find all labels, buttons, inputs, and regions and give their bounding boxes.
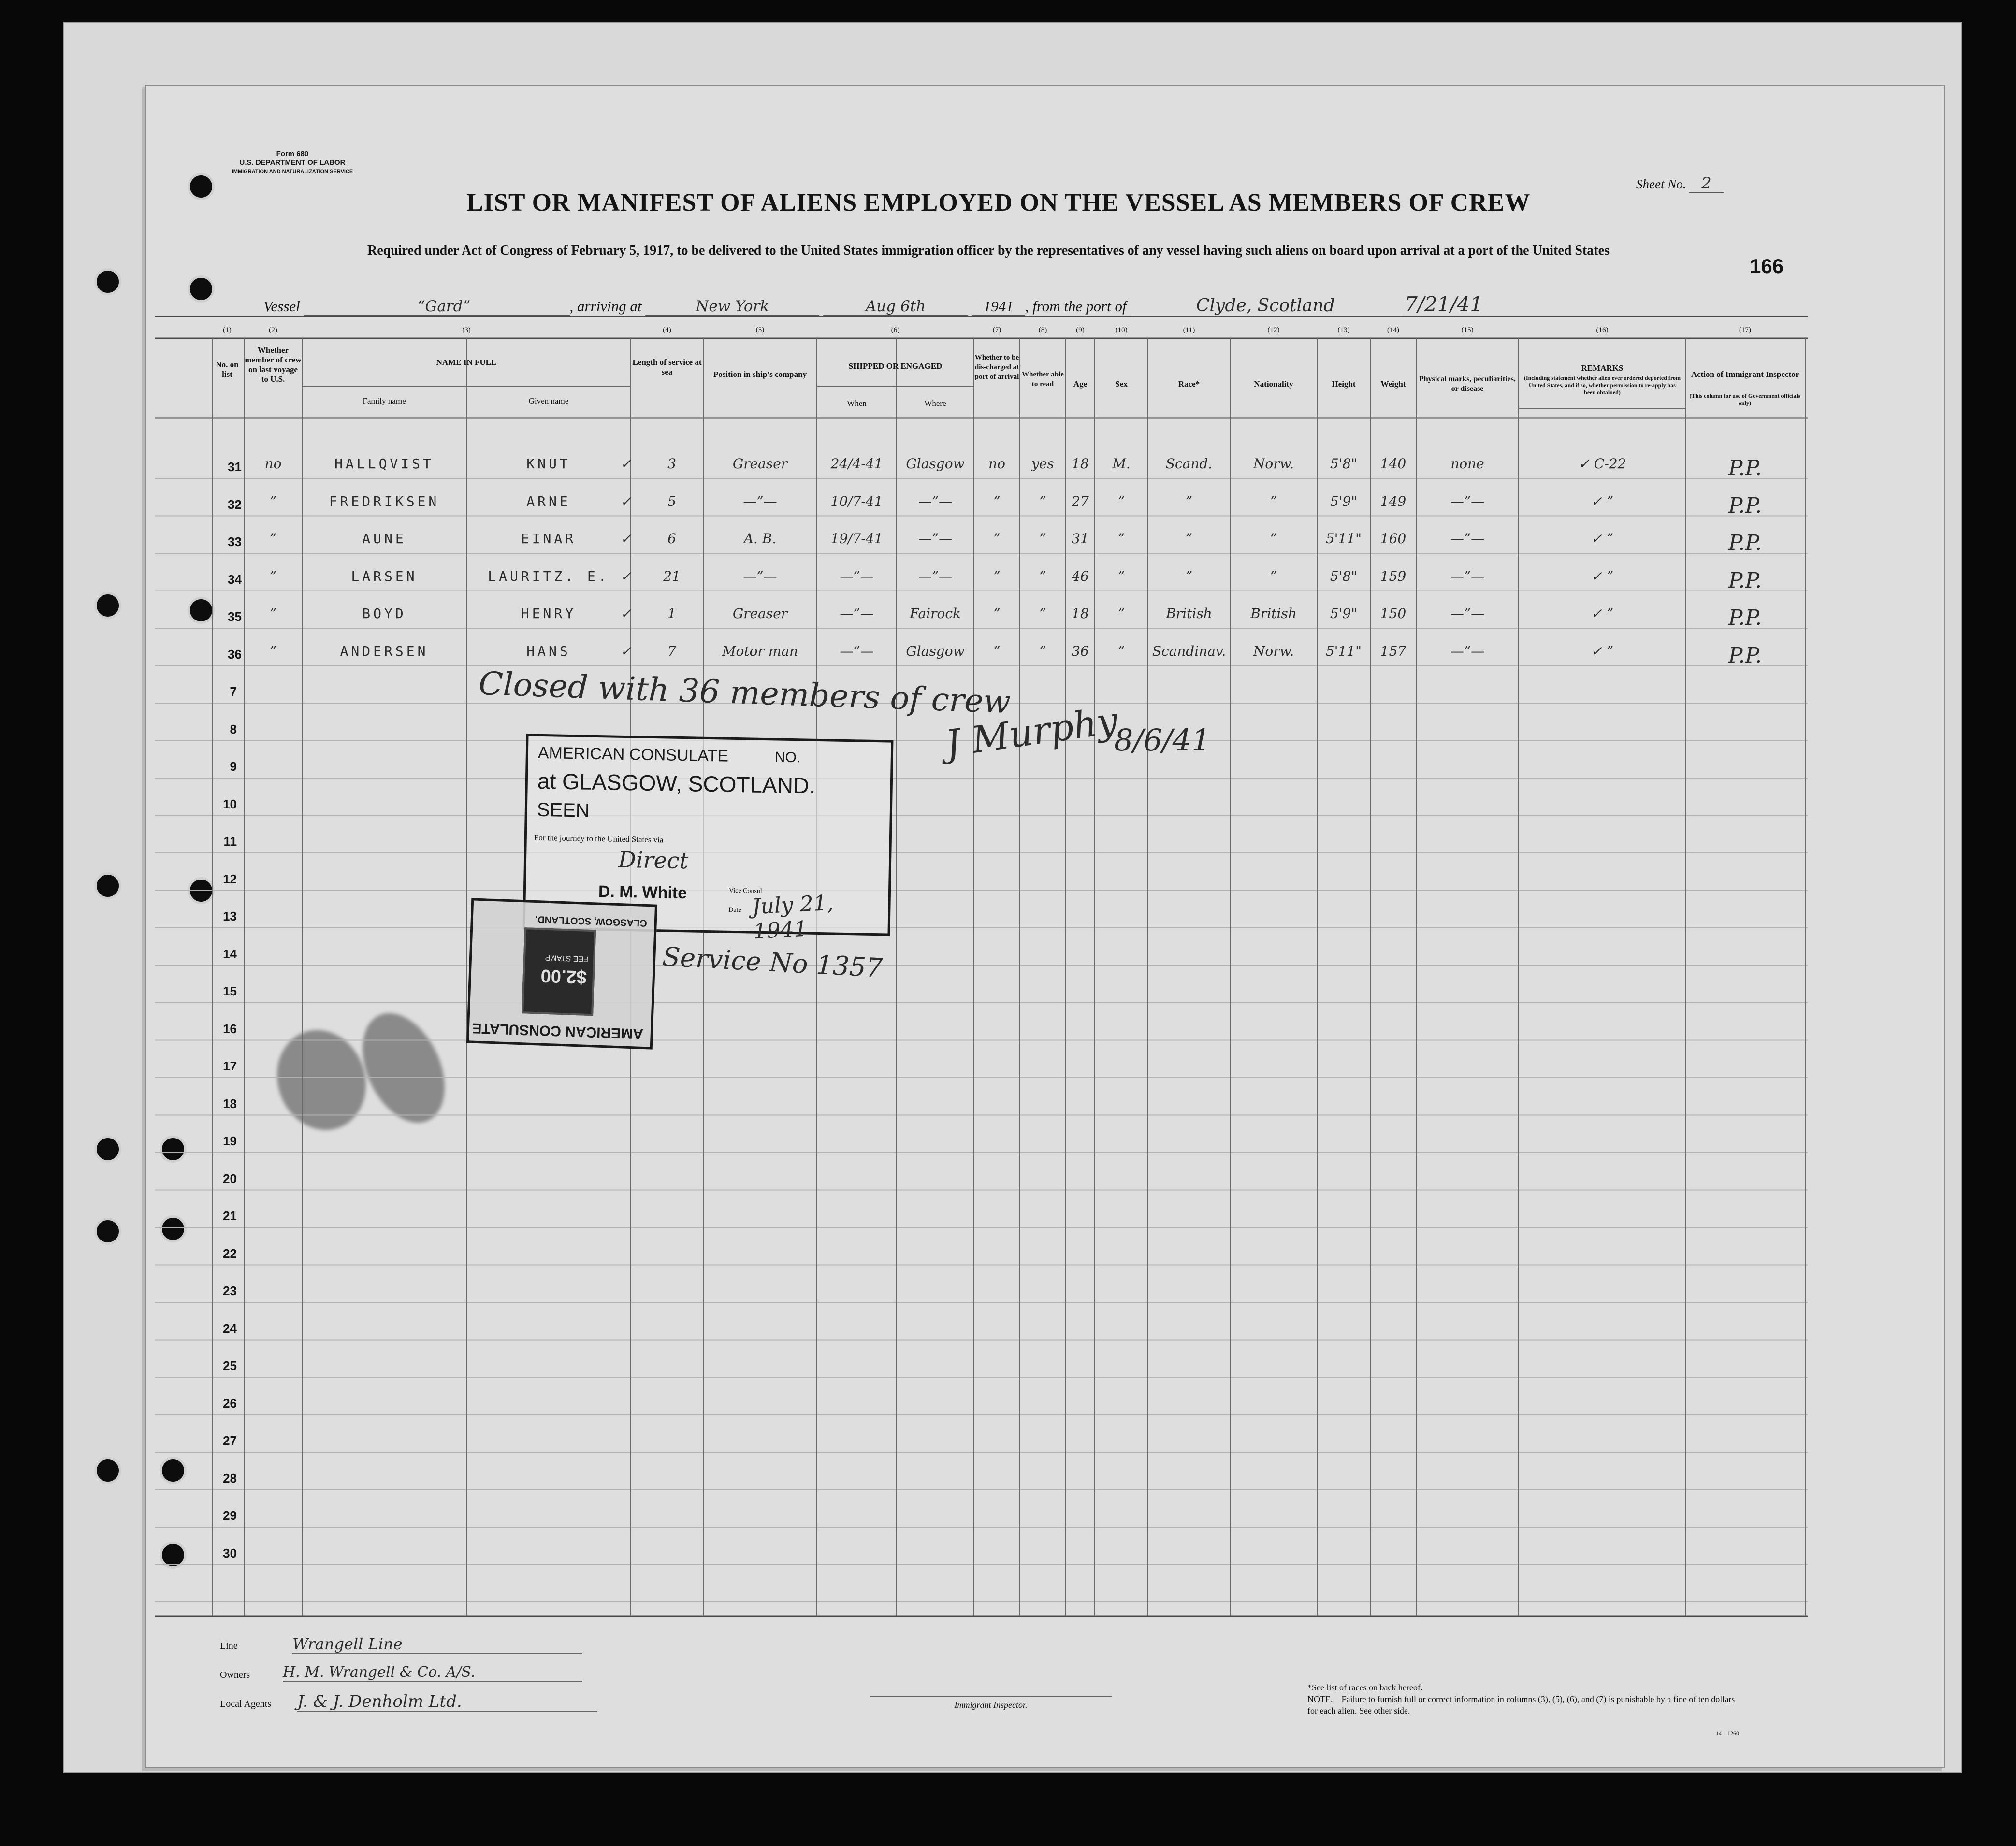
race-cell: British	[1166, 606, 1212, 621]
marks-cell: none	[1450, 456, 1484, 472]
page-number: 166	[1750, 255, 1784, 277]
department-name: U.S. DEPARTMENT OF LABOR	[239, 159, 346, 167]
height-cell: 5'8"	[1330, 456, 1358, 472]
revenue-stamp	[522, 927, 596, 1016]
agents-value: J. & J. Denholm Ltd.	[297, 1692, 597, 1712]
where-cell: —”—	[918, 568, 953, 584]
form-title: LIST OR MANIFEST OF ALIENS EMPLOYED ON THE VESSEL AS MEMBERS OF CREW	[466, 189, 1531, 216]
service-cell: 5	[667, 493, 676, 509]
stamp-date: July 21, 1941	[751, 890, 834, 944]
row-number: 16	[223, 1021, 237, 1036]
fee-stamp-amount: $2.00	[540, 965, 587, 987]
remarks-cell: ✓ ”	[1591, 531, 1614, 547]
given-name-cell: EINAR	[521, 531, 577, 547]
column-number: (17)	[1739, 326, 1751, 334]
nationality-cell: British	[1250, 606, 1297, 621]
sex-cell: ”	[1117, 493, 1125, 509]
races-note: *See list of races on back hereof.	[1307, 1683, 1423, 1692]
form-number: Form 680	[276, 150, 309, 158]
line-value: Wrangell Line	[292, 1635, 582, 1654]
closed-note: Closed with 36 members of crew	[478, 664, 1012, 721]
family-name-cell: FREDRIKSEN	[329, 493, 440, 509]
discharged-cell: ”	[993, 643, 1001, 659]
position-cell: —”—	[743, 493, 777, 509]
age-cell: 18	[1072, 606, 1089, 621]
column-number: (2)	[269, 326, 277, 334]
marks-cell: —”—	[1450, 531, 1485, 547]
inspector-signature-date: 8/6/41	[1114, 722, 1211, 758]
col-header-name: NAME IN FULL	[436, 358, 497, 367]
sex-cell: ”	[1117, 643, 1125, 659]
read-cell: yes	[1031, 456, 1054, 472]
row-number: 25	[223, 1358, 237, 1373]
last-voyage-cell: ”	[269, 568, 277, 584]
column-number: (16)	[1596, 326, 1609, 334]
family-name-cell: AUNE	[362, 531, 406, 547]
arriving-label: , arriving at	[569, 298, 642, 315]
row-number: 30	[223, 1545, 237, 1560]
discharged-cell: ”	[993, 568, 1001, 584]
check-mark: ✓	[620, 456, 632, 472]
col-header-remarks: REMARKS	[1581, 363, 1624, 373]
service-number: Service No 1357	[661, 941, 884, 983]
agents-label: Local Agents	[220, 1699, 272, 1709]
age-cell: 31	[1072, 531, 1089, 547]
marks-cell: —”—	[1450, 568, 1485, 584]
sheet-number-label: Sheet No.	[1636, 177, 1686, 191]
column-number: (4)	[663, 326, 671, 334]
from-label: , from the port of	[1025, 298, 1127, 315]
row-number: 7	[230, 684, 237, 699]
read-cell: ”	[1039, 643, 1046, 659]
column-number: (14)	[1387, 326, 1399, 334]
when-cell: —”—	[840, 606, 874, 621]
weight-cell: 159	[1380, 568, 1407, 584]
service-cell: 1	[667, 606, 676, 621]
col-header-given-name: Given name	[528, 396, 569, 405]
service-name: IMMIGRATION AND NATURALIZATION SERVICE	[232, 169, 353, 174]
arrival-date: Aug 6th	[823, 298, 968, 316]
remarks-cell: ✓ C-22	[1578, 456, 1626, 472]
where-cell: —”—	[918, 531, 953, 547]
last-voyage-cell: ”	[269, 531, 277, 547]
last-voyage-cell: ”	[269, 493, 277, 509]
given-name-cell: LAURITZ. E.	[488, 568, 609, 584]
vessel-label: Vessel	[263, 298, 300, 315]
nationality-cell: ”	[1270, 531, 1277, 547]
last-voyage-cell: ”	[269, 606, 277, 621]
weight-cell: 140	[1380, 456, 1407, 472]
last-voyage-cell: no	[264, 456, 282, 472]
row-number: 20	[223, 1171, 237, 1186]
position-cell: —”—	[743, 568, 777, 584]
vessel-name: “Gard”	[304, 298, 570, 316]
col-header-height: Height	[1332, 379, 1356, 389]
owners-value: H. M. Wrangell & Co. A/S.	[283, 1664, 582, 1682]
footer-owners-row	[220, 1664, 703, 1681]
col-header-shipped: SHIPPED OR ENGAGED	[848, 361, 943, 371]
row-number: 10	[223, 796, 237, 811]
row-number: 27	[223, 1433, 237, 1448]
arrival-port: New York	[645, 298, 819, 316]
column-number: (5)	[755, 326, 765, 334]
immigrant-inspector-line: Immigrant Inspector.	[870, 1696, 1112, 1710]
nationality-cell: Norw.	[1253, 643, 1294, 659]
rownum-cell: 31	[228, 460, 242, 474]
column-number: (1)	[223, 326, 232, 334]
action-cell: P.P.	[1728, 643, 1762, 668]
given-name-cell: ARNE	[526, 493, 571, 509]
check-mark: ✓	[620, 493, 632, 509]
penalty-note: NOTE.—Failure to furnish full or correct information in columns (3), (5), (6), and (7) is punishable by a fine of ten dollars for each alien. See other side.	[1307, 1694, 1735, 1716]
column-number: (10)	[1115, 326, 1128, 334]
row-number: 8	[230, 721, 237, 736]
discharged-cell: ”	[993, 493, 1001, 509]
rownum-cell: 32	[228, 497, 242, 512]
stamp-consul-name: D. M. White	[598, 882, 687, 903]
read-cell: ”	[1039, 531, 1046, 547]
given-name-cell: HANS	[526, 643, 571, 659]
action-cell: P.P.	[1728, 531, 1762, 555]
service-cell: 3	[667, 456, 676, 472]
position-cell: Motor man	[722, 643, 798, 659]
departure-port: Clyde, Scotland	[1130, 296, 1401, 317]
col-header-last-voyage: Whether member of crew on last voyage to U.S.	[245, 346, 302, 384]
row-number: 24	[223, 1321, 237, 1336]
discharged-cell: ”	[993, 531, 1001, 547]
height-cell: 5'9"	[1330, 493, 1358, 509]
height-cell: 5'8"	[1330, 568, 1358, 584]
check-mark: ✓	[620, 531, 632, 547]
action-cell: P.P.	[1728, 606, 1762, 630]
marks-cell: —”—	[1450, 643, 1485, 659]
race-cell: ”	[1185, 493, 1193, 509]
discharged-cell: ”	[993, 606, 1001, 621]
print-code: 14—1260	[1716, 1730, 1739, 1737]
col-header-service: Length of service at sea	[632, 358, 702, 376]
row-number: 29	[223, 1508, 237, 1523]
column-number: (6)	[891, 326, 900, 334]
stamp-journey: For the journey to the United States via	[534, 833, 664, 845]
col-header-no: No. on list	[216, 360, 239, 379]
where-cell: Glasgow	[906, 643, 965, 659]
row-number: 15	[223, 984, 237, 998]
stamp-location: at GLASGOW, SCOTLAND.	[537, 768, 816, 798]
row-number: 9	[230, 759, 237, 774]
sex-cell: ”	[1117, 531, 1125, 547]
col-header-position: Position in ship's company	[713, 370, 807, 379]
where-cell: Glasgow	[906, 456, 965, 472]
discharged-cell: no	[988, 456, 1005, 472]
col-header-remarks-note: (Including statement whether alien ever ordered deported from United States, and if so, whether permission to re-apply has been obtained)	[1523, 375, 1681, 396]
col-header-race: Race*	[1178, 379, 1200, 389]
sex-cell: ”	[1117, 606, 1125, 621]
column-number: (7)	[992, 326, 1001, 334]
position-cell: Greaser	[732, 456, 788, 472]
age-cell: 18	[1072, 456, 1089, 472]
weight-cell: 157	[1380, 643, 1407, 659]
given-name-cell: HENRY	[521, 606, 577, 621]
action-cell: P.P.	[1728, 493, 1762, 518]
col-header-weight: Weight	[1380, 379, 1406, 389]
age-cell: 36	[1072, 643, 1089, 659]
row-number: 23	[223, 1284, 237, 1298]
row-number: 18	[223, 1096, 237, 1111]
race-cell: ”	[1185, 531, 1193, 547]
service-cell: 6	[667, 531, 676, 547]
row-number: 21	[223, 1209, 237, 1223]
race-cell: ”	[1185, 568, 1193, 584]
column-number: (13)	[1337, 326, 1350, 334]
age-cell: 27	[1072, 493, 1089, 509]
rownum-cell: 34	[228, 572, 242, 587]
col-header-discharged: Whether to be dis-charged at port of arrival	[974, 354, 1019, 381]
when-cell: —”—	[840, 643, 874, 659]
row-number: 19	[223, 1134, 237, 1148]
stamp-consulate: AMERICAN CONSULATE	[537, 743, 729, 765]
col-header-read: Whether able to read	[1022, 371, 1064, 388]
when-cell: 10/7-41	[830, 493, 883, 509]
form-subtitle: Required under Act of Congress of February 5, 1917, to be delivered to the United States immigration officer by the representatives of any vessel having such aliens on board upon arrival at a port of the United States	[367, 243, 1610, 258]
service-cell: 21	[663, 568, 681, 584]
where-cell: Fairock	[909, 606, 961, 621]
fee-stamp-consulate: AMERICAN CONSULATE	[471, 1020, 644, 1042]
col-header-where: Where	[924, 399, 946, 408]
col-header-age: Age	[1073, 379, 1088, 389]
stamp-seen: SEEN	[537, 799, 590, 822]
read-cell: ”	[1039, 493, 1046, 509]
footer-notes	[1307, 1682, 1742, 1716]
footer-agents-row	[220, 1692, 703, 1711]
row-number: 26	[223, 1396, 237, 1411]
marks-cell: —”—	[1450, 493, 1485, 509]
weight-cell: 150	[1380, 606, 1407, 621]
row-number: 17	[223, 1059, 237, 1073]
stamp-via: Direct	[618, 846, 689, 874]
nationality-cell: ”	[1270, 568, 1277, 584]
rownum-cell: 35	[228, 609, 242, 624]
position-cell: A. B.	[743, 531, 777, 547]
column-number: (12)	[1267, 326, 1280, 334]
sheet-number-value: 2	[1689, 174, 1723, 193]
footer-line-row	[220, 1635, 703, 1653]
position-cell: Greaser	[732, 606, 788, 621]
action-cell: P.P.	[1728, 568, 1762, 593]
height-cell: 5'11"	[1325, 643, 1362, 659]
column-number: (9)	[1076, 326, 1085, 334]
fee-stamp-label: FEE STAMP	[545, 953, 589, 963]
read-cell: ”	[1039, 568, 1046, 584]
stamp-number-label: NO.	[774, 749, 801, 766]
when-cell: 24/4-41	[830, 456, 883, 472]
check-mark: ✓	[620, 643, 632, 659]
column-number: (3)	[462, 326, 471, 334]
column-number: (15)	[1461, 326, 1474, 334]
last-voyage-cell: ”	[269, 643, 277, 659]
weight-cell: 149	[1380, 493, 1407, 509]
col-header-action-note: (This column for use of Government officials only)	[1689, 392, 1800, 406]
column-number: (8)	[1038, 326, 1047, 334]
col-header-action: Action of Immigrant Inspector	[1691, 370, 1799, 379]
family-name-cell: BOYD	[362, 606, 406, 621]
nationality-cell: ”	[1270, 493, 1277, 509]
row-number: 28	[223, 1471, 237, 1485]
family-name-cell: ANDERSEN	[340, 643, 429, 659]
when-cell: 19/7-41	[830, 531, 883, 547]
row-number: 11	[223, 834, 237, 849]
service-cell: 7	[667, 643, 676, 659]
rownum-cell: 36	[228, 647, 242, 662]
fee-stamp	[466, 898, 657, 1049]
nationality-cell: Norw.	[1253, 456, 1294, 472]
row-number: 22	[223, 1246, 237, 1261]
check-mark: ✓	[620, 568, 632, 584]
remarks-cell: ✓ ”	[1591, 643, 1614, 659]
weight-cell: 160	[1380, 531, 1407, 547]
sex-cell: M.	[1112, 456, 1131, 472]
stamp-consul-title: Vice Consul	[728, 887, 762, 895]
check-mark: ✓	[620, 606, 632, 621]
fee-stamp-place: GLASGOW, SCOTLAND.	[535, 913, 648, 929]
inspector-signature: J Murphy	[943, 698, 1120, 765]
read-cell: ”	[1039, 606, 1046, 621]
remarks-cell: ✓ ”	[1591, 493, 1614, 509]
row-number: 14	[223, 946, 237, 961]
col-header-when: When	[847, 399, 867, 408]
marks-cell: —”—	[1450, 606, 1485, 621]
height-cell: 5'9"	[1330, 606, 1358, 621]
col-header-nationality: Nationality	[1254, 379, 1293, 389]
race-cell: Scandinav.	[1152, 643, 1226, 659]
race-cell: Scand.	[1165, 456, 1213, 472]
row-number: 13	[223, 909, 237, 923]
line-label: Line	[220, 1641, 238, 1651]
col-header-marks: Physical marks, peculiarities, or disease	[1419, 375, 1516, 393]
sex-cell: ”	[1117, 568, 1125, 584]
departure-date: 7/21/41	[1405, 292, 1483, 316]
remarks-cell: ✓ ”	[1591, 606, 1614, 621]
arrival-year: 1941	[972, 298, 1025, 316]
family-name-cell: HALLQVIST	[334, 456, 434, 472]
col-header-sex: Sex	[1115, 379, 1128, 389]
remarks-cell: ✓ ”	[1591, 568, 1614, 584]
when-cell: —”—	[840, 568, 874, 584]
age-cell: 46	[1072, 568, 1089, 584]
given-name-cell: KNUT	[526, 456, 571, 472]
where-cell: —”—	[918, 493, 953, 509]
col-header-family-name: Family name	[363, 396, 406, 405]
height-cell: 5'11"	[1325, 531, 1362, 547]
row-number: 12	[223, 871, 237, 886]
column-number: (11)	[1183, 326, 1195, 334]
rownum-cell: 33	[228, 534, 242, 549]
owners-label: Owners	[220, 1670, 250, 1680]
stamp-date-label: Date	[728, 906, 741, 914]
action-cell: P.P.	[1728, 456, 1762, 480]
family-name-cell: LARSEN	[351, 568, 418, 584]
